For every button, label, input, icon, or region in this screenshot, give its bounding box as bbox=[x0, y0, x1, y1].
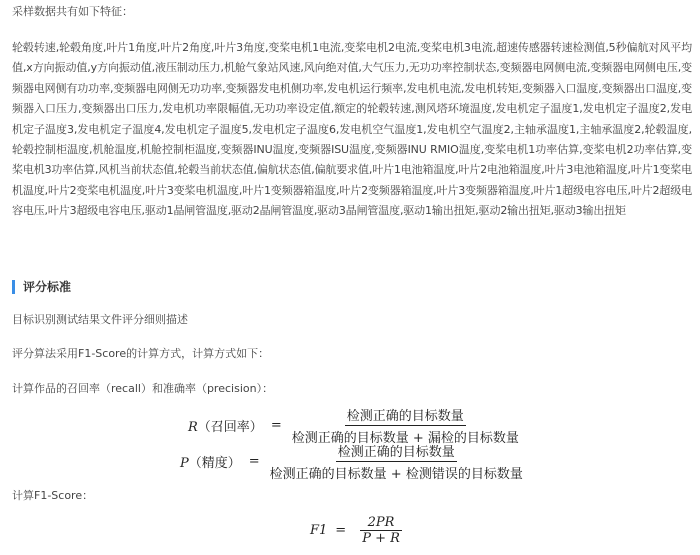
precision-formula bbox=[180, 441, 525, 482]
features-list: 轮毂转速,轮毂角度,叶片1角度,叶片2角度,叶片3角度,变桨电机1电流,变桨电机2电流,变桨电机3电流,超速传感器转速检测值,5秒偏航对风平均值,x方向振动值,y方向振动值,液压制动压力,机舱气象站风速,风向绝对值,大气压力,无功功率控制状态,变频器电网侧电流,变频器电网侧电压,变频器电网侧有功功率,变频器电网侧无功功率,变频器发电机侧功率,发电机运行频率,发电机电流,发电机转矩,变频器入口温度,变频器出口温度,变频器入口压力,变频器出口压力,发电机功率限幅值,无功功率设定值,额定的轮毂转速,测风塔环境温度,发电机定子温度1,发电机定子温度2,发电机定子温度3,发电机定子温度4,发电机定子温度5,发电机定子温度6,发电机空气温度1,发电机空气温度2,主轴承温度1,主轴承温度2,轮毂温度,轮毂控制柜温度,机舱温度,机舱控制柜温度,变频器INU温度,变频器ISU温度,变频器INU RMIO温度,变桨电机1功率估算,变桨电机2功率估算,变桨电机3功率估算,风机当前状态值,轮毂当前状态值,偏航状态值,偏航要求值,叶片1电池箱温度,叶片2电池箱温度,叶片3电池箱温度,叶片1变桨电机温度,叶片2变桨电机温度,叶片3变桨电机温度,叶片1变频器箱温度,叶片2变频器箱温度,叶片3变频器箱温度,叶片1超级电容电压,叶片2超级电容电压,叶片3超级电容电压,驱动1晶闸管温度,驱动2晶闸管温度,驱动3晶闸管温度,驱动1输出扭矩,驱动2输出扭矩,驱动3输出扭矩 bbox=[12, 41, 692, 218]
section-title: 评分标准 bbox=[23, 280, 72, 294]
section-heading bbox=[12, 278, 71, 295]
description-text: 目标识别测试结果文件评分细则描述 bbox=[12, 313, 188, 326]
precision-numerator: 检测正确的目标数量 bbox=[336, 441, 457, 462]
precision-lhs bbox=[180, 452, 241, 471]
f1-denominator: P + R bbox=[362, 531, 400, 546]
section-accent-bar bbox=[12, 280, 15, 294]
recall-fraction bbox=[290, 405, 521, 446]
recall-lhs bbox=[188, 416, 263, 435]
recall-denominator: 检测正确的目标数量 + 漏检的目标数量 bbox=[291, 431, 519, 446]
equals-sign: = bbox=[270, 418, 282, 433]
precision-label: （精度） bbox=[188, 456, 241, 471]
algorithm-text: 评分算法采用F1-Score的计算方式，计算方式如下： bbox=[12, 347, 270, 360]
recall-formula bbox=[188, 405, 521, 446]
precision-var: P bbox=[180, 456, 189, 471]
f1-fraction bbox=[354, 515, 408, 546]
f1-numerator: 2PR bbox=[360, 515, 403, 531]
f1-lhs: F1 bbox=[310, 523, 328, 538]
equals-sign: = bbox=[335, 523, 347, 538]
precision-fraction bbox=[268, 441, 525, 482]
calc-intro-text: 计算作品的召回率（recall）和准确率（precision）： bbox=[12, 382, 274, 395]
precision-denominator: 检测正确的目标数量 + 检测错误的目标数量 bbox=[269, 467, 523, 482]
recall-var: R bbox=[188, 420, 198, 435]
recall-numerator: 检测正确的目标数量 bbox=[345, 405, 466, 426]
f1-intro-text: 计算F1-Score： bbox=[12, 489, 94, 502]
f1-formula bbox=[310, 515, 408, 546]
recall-label: （召回率） bbox=[197, 420, 263, 435]
equals-sign: = bbox=[248, 454, 260, 469]
intro-text: 采样数据共有如下特征： bbox=[12, 5, 133, 18]
